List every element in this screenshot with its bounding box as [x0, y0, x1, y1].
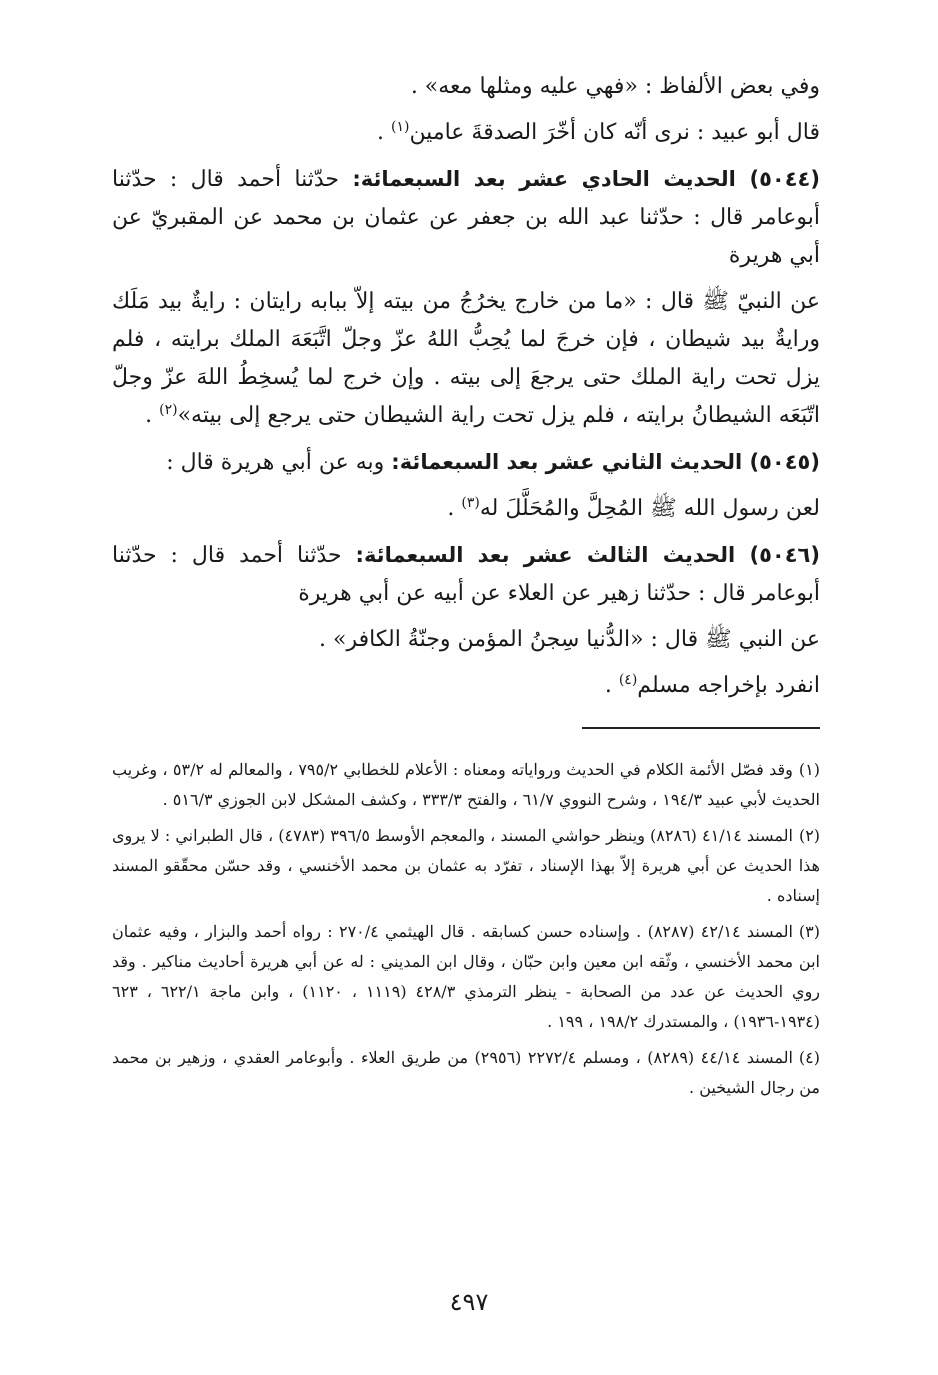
page-number: ٤٩٧: [449, 1288, 489, 1316]
hadith-5046-matn: عن النبي ﷺ قال : «الدُّنيا سِجنُ المؤمن وجنّةُ الكافر» .: [319, 627, 820, 652]
hadith-5044-matn: عن النبيّ ﷺ قال : «ما من خارج يخرُجُ من بيته إلاّ ببابه رايتان : رايةٌ بيد مَلَك ورايةٌ بيد شيطان ، فإن خرجَ لما يُحِبُّ اللهُ عزّ وجلّ اتَّبَعَهَ الملك برايته ، فلم يزل تحت راية الملك حتى يرجعَ إلى بيته . وإن خرج لما يُسخِطُ اللهَ عزّ وجلّ اتّبَعَه الشيطانُ برايته ، فلم يزل تحت راية الشيطان حتى يرجع إلى بيته»$^{(٢)}$ .: [112, 289, 820, 428]
footnote-4: (٤)المسند ٤٤/١٤ (٨٢٨٩) ، ومسلم ٢٢٧٢/٤ (٢٩٥٦) من طريق العلاء . وأبوعامر العقدي ، وزهير بن محمد من رجال الشيخين .: [112, 1048, 821, 1097]
footnote-divider: [582, 727, 820, 729]
hadith-5045-isnad: (٥٠٤٥) الحديث الثاني عشر بعد السبعمائة: وبه عن أبي هريرة قال :: [166, 450, 820, 475]
main-text: [112, 68, 820, 705]
hadith-5046-isnad: (٥٠٤٦) الحديث الثالث عشر بعد السبعمائة: حدّثنا أحمد قال : حدّثنا أبوعامر قال : حدّثنا زهير عن العلاء عن أبيه عن أبي هريرة: [112, 543, 820, 606]
hadith-5046-note: انفرد بإخراجه مسلم$^{(٤)}$ .: [604, 672, 820, 698]
footnote-2: (٢)المسند ٤١/١٤ (٨٢٨٦) وينظر حواشي المسند ، والمعجم الأوسط ٣٩٦/٥ (٤٧٨٣) ، قال الطبراني : لا يروى هذا الحديث عن أبي هريرة إلاّ بهذا الإسناد ، تفرّد به عثمان بن محمد الأخنسي ، وقد حسّن محقّقو المسند إسناده .: [112, 826, 821, 905]
hadith-5045-matn: لعن رسول الله ﷺ المُحِلَّ والمُحَلَّلَ له$^{(٣)}$ .: [447, 495, 820, 521]
hadith-5044-heading: (٥٠٤٤) الحديث الحادي عشر بعد السبعمائة:: [352, 167, 820, 191]
footnote-ref-2[interactable]: (٢): [159, 402, 178, 418]
footnote-ref-4[interactable]: (٤): [618, 672, 638, 688]
page-body: [112, 68, 820, 1335]
paragraph-abu-ubaid: قال أبو عبيد : نرى أنّه كان أخّرَ الصدقةَ عامين$^{(١)}$ .: [376, 119, 820, 145]
hadith-5045-heading: (٥٠٤٥) الحديث الثاني عشر بعد السبعمائة:: [391, 450, 820, 474]
paragraph-alfaz: وفي بعض الألفاظ : «فهي عليه ومثلها معه» .: [410, 74, 820, 99]
hadith-5044-isnad: (٥٠٤٤) الحديث الحادي عشر بعد السبعمائة: حدّثنا أحمد قال : حدّثنا أبوعامر قال : حدّثنا عبد الله بن جعفر عن عثمان بن محمد عن المقبريّ عن أبي هريرة: [112, 167, 820, 268]
footnotes: [112, 755, 820, 1103]
hadith-5046-heading: (٥٠٤٦) الحديث الثالث عشر بعد السبعمائة:: [355, 543, 820, 567]
footnote-1: (١)وقد فصّل الأئمة الكلام في الحديث ورواياته ومعناه : الأعلام للخطابي ٧٩٥/٢ ، والمعالم له ٥٣/٢ ، وغريب الحديث لأبي عبيد ١٩٤/٣ ، وشرح النووي ٦١/٧ ، والفتح ٣٣٣/٣ ، وكشف المشكل لابن الجوزي ٥١٦/٣ .: [112, 760, 821, 809]
footnote-ref-1[interactable]: (١): [390, 119, 410, 135]
footnote-3: (٣)المسند ٤٢/١٤ (٨٢٨٧) . وإسناده حسن كسابقه . قال الهيثمي ٢٧٠/٤ : رواه أحمد والبزار ، وفيه عثمان ابن محمد الأخنسي ، وثّقه ابن معين وابن حبّان ، وقال ابن المديني : له عن أبي هريرة أحاديث مناكير . وقد روي الحديث عن عدد من الصحابة - ينظر الترمذي ٤٢٨/٣ (١١١٩ ، ١١٢٠) ، وابن ماجة ٦٢٢/١ ، ٦٢٣ (١٩٣٤-١٩٣٦) ، والمستدرك ١٩٨/٢ ، ١٩٩ .: [112, 922, 821, 1031]
footnote-ref-3[interactable]: (٣): [461, 495, 480, 511]
